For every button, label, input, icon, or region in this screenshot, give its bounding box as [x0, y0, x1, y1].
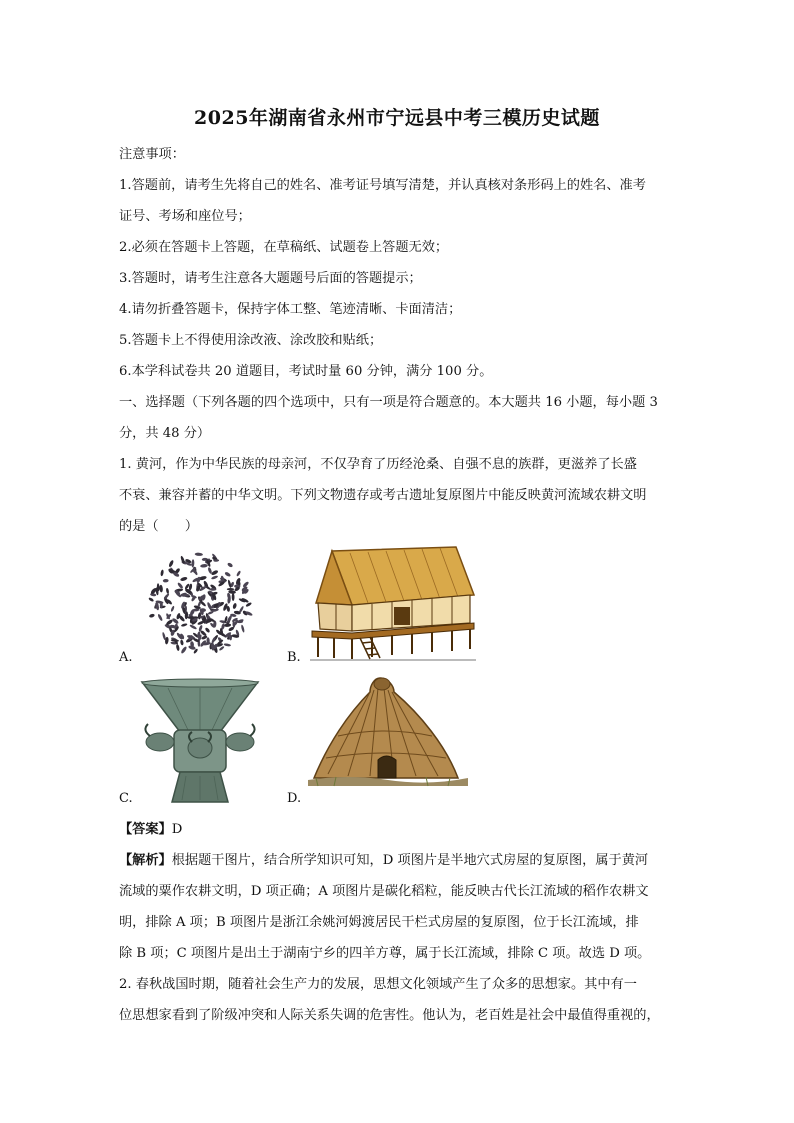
- notice-line-3: 2.必须在答题卡上答题，在草稿纸、试题卷上答题无效；: [119, 240, 449, 255]
- analysis-line-2: 流域的粟作农耕文明，D 项正确；A 项图片是碳化稻粒，能反映古代长江流域的稻作农耕文: [119, 884, 649, 899]
- notice-line-5: 4.请勿折叠答题卡，保持字体工整、笔迹清晰、卡面清洁；: [119, 302, 462, 317]
- option-d-label: D.: [287, 791, 302, 806]
- question-1-line-2: 不衰、兼容并蓄的中华文明。下列文物遗存或考古遗址复原图片中能反映黄河流域农耕文明: [119, 488, 647, 503]
- notice-line-2: 证号、考场和座位号；: [119, 209, 251, 224]
- answer-line: [119, 821, 182, 839]
- notice-line-1: 1.答题前，请考生先将自己的姓名、准考证号填写清楚，并认真核对条形码上的姓名、准考: [119, 178, 646, 193]
- semi-subterranean-hut-icon: [308, 674, 468, 802]
- option-a-label: A.: [119, 650, 133, 665]
- question-1-line-1: 1. 黄河，作为中华民族的母亲河，不仅孕育了历经沧桑、自强不息的族群，更滋养了长盛: [119, 457, 637, 472]
- page-title: 2025年湖南省永州市宁远县中考三模历史试题: [194, 107, 600, 129]
- stilt-house-icon: [310, 543, 476, 661]
- answer-value: D: [171, 822, 183, 837]
- option-b-label: B.: [287, 650, 301, 665]
- question-2-line-1: 2. 春秋战国时期，随着社会生产力的发展，思想文化领域产生了众多的思想家。其中有一: [119, 977, 637, 992]
- carbonized-rice-grains-icon: [140, 548, 260, 660]
- four-ram-zun-icon: [138, 676, 262, 804]
- analysis-tag: 【解析】: [119, 853, 172, 868]
- answer-tag: 【答案】: [119, 822, 172, 837]
- notice-line-6: 5.答题卡上不得使用涂改液、涂改胶和贴纸；: [119, 333, 383, 348]
- notice-line-4: 3.答题时，请考生注意各大题题号后面的答题提示；: [119, 271, 422, 286]
- analysis-line-3: 明，排除 A 项；B 项图片是浙江余姚河姆渡居民干栏式房屋的复原图，位于长江流域，排: [119, 915, 639, 930]
- section-heading-line-1: 一、选择题（下列各题的四个选项中，只有一项是符合题意的。本大题共 16 小题，每小题 3: [119, 395, 658, 410]
- section-heading-line-2: 分，共 48 分）: [119, 426, 211, 441]
- question-2-line-2: 位思想家看到了阶级冲突和人际关系失调的危害性。他认为，老百姓是社会中最值得重视的，: [119, 1008, 660, 1023]
- analysis-line-1: [119, 852, 648, 870]
- analysis-text-1: 根据题干图片，结合所学知识可知，D 项图片是半地穴式房屋的复原图，属于黄河: [171, 853, 649, 868]
- option-c-label: C.: [119, 791, 133, 806]
- notice-heading: 注意事项：: [119, 147, 185, 162]
- analysis-line-4: 除 B 项；C 项图片是出土于湖南宁乡的四羊方尊，属于长江流域，排除 C 项。故选 D 项。: [119, 946, 651, 961]
- question-1-line-3: 的是（ ）: [119, 519, 199, 534]
- notice-line-7: 6.本学科试卷共 20 道题目，考试时量 60 分钟，满分 100 分。: [119, 364, 493, 379]
